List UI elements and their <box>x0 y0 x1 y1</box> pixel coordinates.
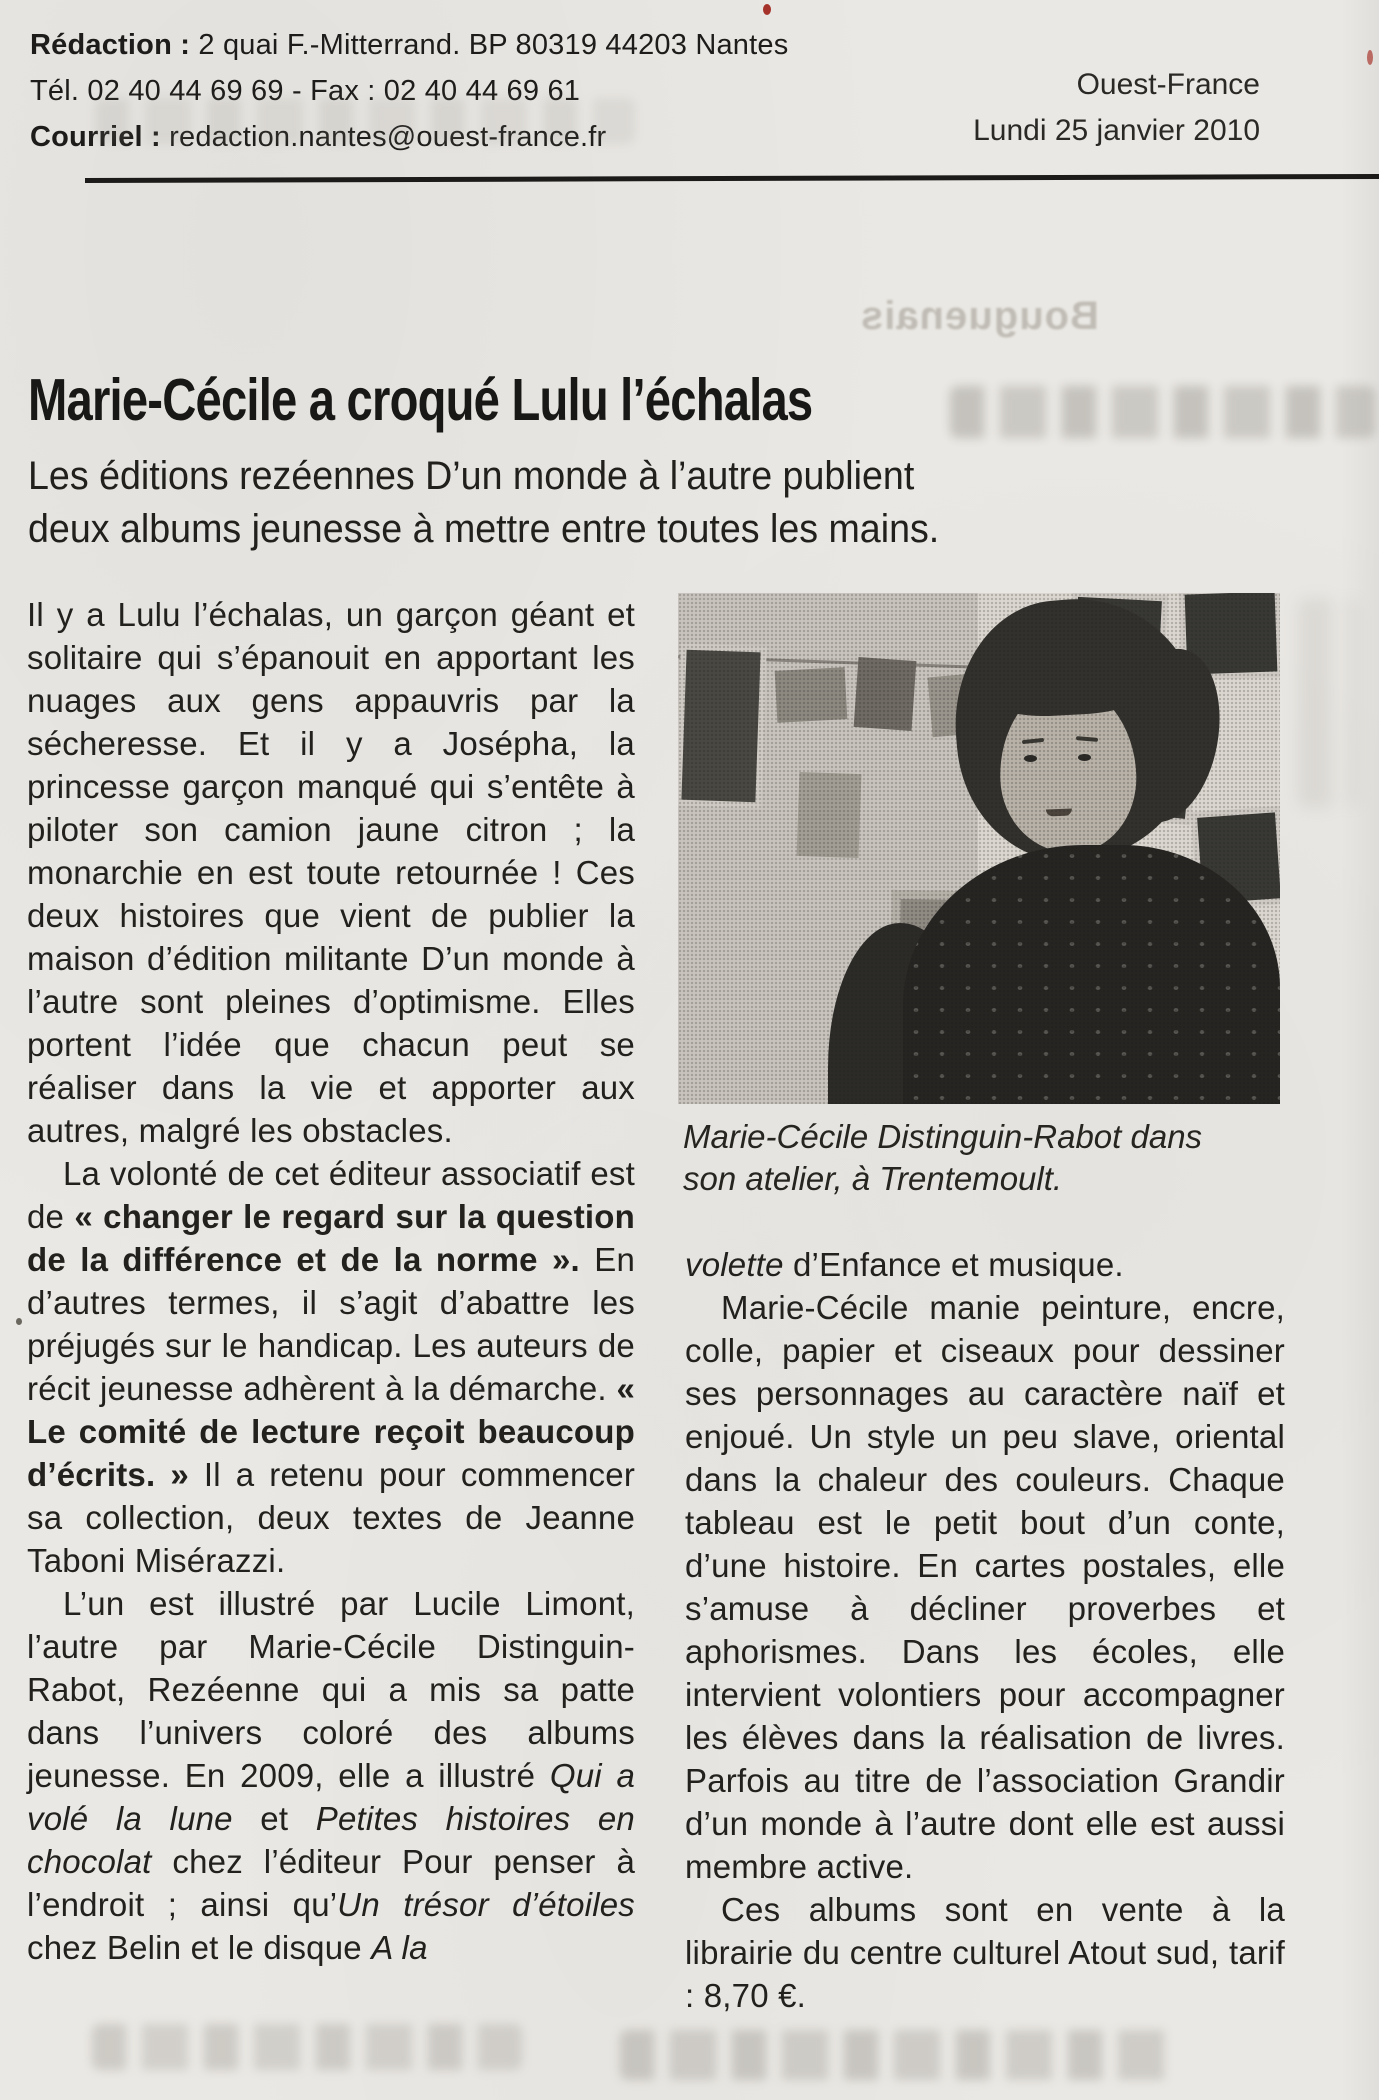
subhead-line-1: Les éditions rezéennes D’un monde à l’autre publient <box>28 454 915 498</box>
text-segment: volette <box>685 1246 784 1283</box>
column-left <box>27 593 635 1969</box>
paragraph <box>685 1243 1285 1286</box>
text-segment: En d’autres termes, il s’agit d’abattre les préjugés sur le handicap. Les auteurs de récit jeunesse adhèrent à la démarche. <box>27 1241 635 1407</box>
article-subhead <box>28 450 939 556</box>
issue-date: Lundi 25 janvier 2010 <box>973 114 1260 147</box>
ghost-bleedthrough-bottom-right <box>620 2030 1180 2080</box>
text-segment: Ces albums sont en vente à la librairie du centre culturel Atout sud, tarif : 8,70 €. <box>685 1891 1285 2014</box>
photo-woman-eye <box>1024 755 1037 762</box>
paragraph <box>685 1888 1285 2017</box>
text-segment: chez l’éditeur Pour penser à l’endroit ; ainsi qu’ <box>27 1843 635 1923</box>
photo-caption: Marie-Cécile Distinguin-Rabot dans son atelier, à Trentemoult. <box>683 1118 1203 1197</box>
text-segment: et <box>232 1800 316 1837</box>
text-segment: A la <box>371 1929 428 1966</box>
redaction-label: Rédaction : <box>30 29 191 61</box>
redaction-address-line <box>30 22 788 68</box>
text-segment: « changer le regard sur la question de la différence et de la norme ». <box>27 1198 635 1278</box>
article-photo <box>678 593 1280 1104</box>
text-segment: Il y a Lulu l’échalas, un garçon géant et solitaire qui s’épanouit en apportant les nuages aux gens appauvris par la sécheresse. Et il y a Josépha, la princesse garçon manqué qui s’entête à piloter son camion jaune citron ; la monarchie en est toute retournée ! Ces deux histoires que vient de publier la maison d’édition militante D’un monde à l’autre sont pleines d’optimisme. Elles portent l’idée que chacun peut se réaliser dans la vie et apporter aux autres, malgré les obstacles. <box>27 596 635 1149</box>
masthead-edition-block <box>700 62 1260 154</box>
photo-woman-eye <box>1078 754 1091 761</box>
ghost-bleedthrough-headline <box>950 386 1375 438</box>
text-segment: chez Belin et le disque <box>27 1929 372 1966</box>
text-segment: Petites histoires en chocolat <box>27 1800 635 1880</box>
column-right <box>685 1243 1285 2017</box>
scan-dark-speck <box>16 1318 22 1325</box>
paragraph <box>27 593 635 1152</box>
ghost-bleedthrough-top-left <box>95 98 635 144</box>
photo-woman-dark-top <box>903 845 1280 1104</box>
text-segment: Un trésor d’étoiles <box>337 1886 635 1923</box>
photo-hanging-card <box>797 772 862 858</box>
article-headline: Marie-Cécile a croqué Lulu l’échalas <box>28 367 813 433</box>
paragraph <box>685 1286 1285 1888</box>
masthead-divider-rule <box>85 174 1379 183</box>
text-segment: Marie-Cécile manie peinture, encre, colle, papier et ciseaux pour dessiner ses personnages au caractère naïf et enjoué. Un style un peu slave, oriental dans la chaleur des couleurs. Chaque tableau est le petit bout d’un conte, d’une histoire. En cartes postales, elle s’amuse à décliner proverbes et aphorismes. Dans les écoles, elle intervient volontiers pour accompagner les élèves dans la réalisation de livres. Parfois au titre de l’association Grandir d’un monde à l’autre dont elle est aussi membre active. <box>685 1289 1285 1885</box>
email-address: redaction.nantes@ouest-france.fr <box>160 121 607 153</box>
redaction-address: 2 quai F.-Mitterrand. BP 80319 44203 Nantes <box>190 29 789 61</box>
scan-red-speck <box>763 4 771 15</box>
newspaper-name: Ouest-France <box>1076 68 1260 101</box>
paragraph <box>27 1152 635 1582</box>
ghost-bleedthrough-town-label: Bouguenais <box>860 294 1099 338</box>
photo-dark-frame-left <box>681 650 760 802</box>
phone-fax-line: Tél. 02 40 44 69 69 - Fax : 02 40 44 69 61 <box>30 75 581 107</box>
subhead-line-2: deux albums jeunesse à mettre entre toutes les mains. <box>28 507 940 551</box>
text-segment: L’un est illustré par Lucile Limont, l’autre par Marie-Cécile Distinguin-Rabot, Rezéenne qui a mis sa patte dans l’univers coloré des albums jeunesse. En 2009, elle a illustré <box>27 1585 635 1794</box>
ghost-bleedthrough-bottom-left <box>92 2024 522 2070</box>
paragraph <box>27 1582 635 1969</box>
text-segment: d’Enfance et musique. <box>783 1246 1124 1283</box>
photo-hanging-card <box>854 657 917 731</box>
photo-hanging-card <box>775 667 848 723</box>
scan-edge-shadow <box>1340 0 1379 2100</box>
text-segment: « Le comité de lecture reçoit beaucoup d’écrits. » <box>27 1370 635 1493</box>
text-segment: Il a retenu pour commencer sa collection, deux textes de Jeanne Taboni Misérazzi. <box>27 1456 636 1579</box>
text-segment: La volonté de cet éditeur associatif est de <box>27 1155 635 1235</box>
text-segment: Qui a volé la lune <box>27 1757 635 1837</box>
email-label: Courriel : <box>30 121 161 153</box>
